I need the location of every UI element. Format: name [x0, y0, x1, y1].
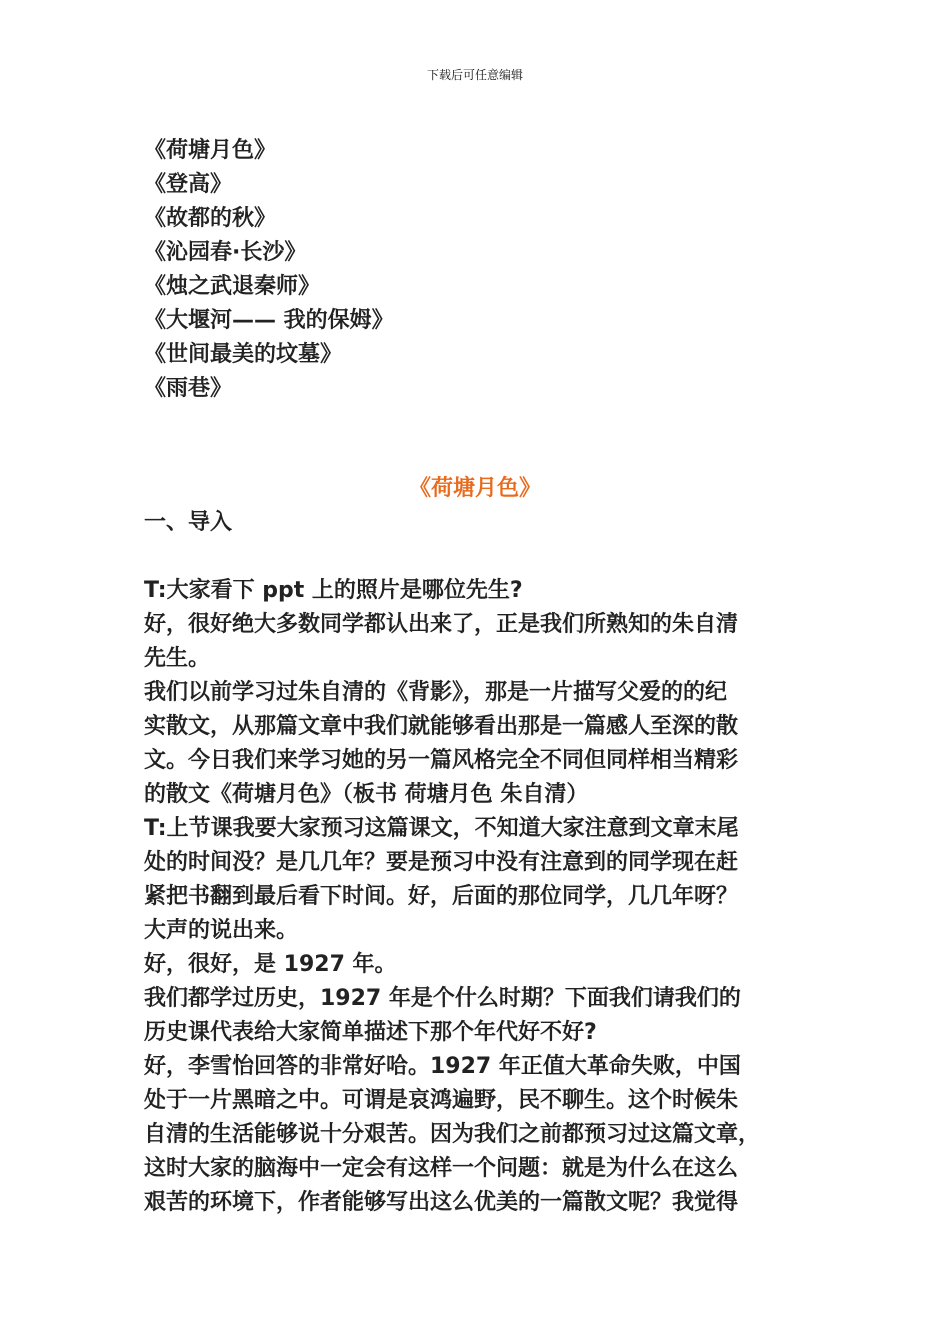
body-line: 好，李雪怡回答的非常好哈。1927 年正值大革命失败，中国 — [144, 1054, 741, 1079]
toc-item: 《登高》 — [144, 172, 233, 197]
body-line: 大声的说出来。 — [144, 918, 299, 943]
body-line: 实散文，从那篇文章中我们就能够看出那是一篇感人至深的散 — [144, 714, 739, 739]
toc-item: 《故都的秋》 — [144, 206, 277, 231]
toc-item: 《大堰河—— 我的保姆》 — [144, 308, 394, 333]
body-line: T:上节课我要大家预习这篇课文，不知道大家注意到文章末尾 — [144, 816, 739, 841]
toc-item: 《烛之武退秦师》 — [144, 274, 321, 299]
section-subheading: 一、导入 — [144, 510, 233, 535]
section-title: 《荷塘月色》 — [408, 476, 541, 501]
toc-item: 《沁园春·长沙》 — [144, 240, 307, 265]
body-text — [144, 574, 810, 1220]
body-line: 处的时间没？是几几年？要是预习中没有注意到的同学现在赶 — [144, 850, 739, 875]
toc-item: 《世间最美的坟墓》 — [144, 342, 343, 367]
body-line: 处于一片黑暗之中。可谓是哀鸿遍野，民不聊生。这个时候朱 — [144, 1088, 739, 1113]
body-line: 的散文《荷塘月色》（板书 荷塘月色 朱自清） — [144, 782, 589, 807]
toc-item: 《荷塘月色》 — [144, 138, 277, 163]
body-line: 好，很好，是 1927 年。 — [144, 952, 397, 977]
body-line: 这时大家的脑海中一定会有这样一个问题：就是为什么在这么 — [144, 1156, 739, 1181]
body-line: 我们以前学习过朱自清的《背影》，那是一片描写父爱的的纪 — [144, 680, 728, 705]
page-header-note: 下载后可任意编辑 — [426, 68, 523, 82]
body-line: 先生。 — [144, 646, 211, 671]
body-line: 历史课代表给大家简单描述下那个年代好不好? — [144, 1020, 597, 1045]
toc-item: 《雨巷》 — [144, 376, 233, 401]
table-of-contents — [144, 134, 394, 406]
body-line: 自清的生活能够说十分艰苦。因为我们之前都预习过这篇文章， — [144, 1122, 761, 1147]
body-line: 紧把书翻到最后看下时间。好，后面的那位同学，几几年呀？ — [144, 884, 739, 909]
body-line: 好，很好绝大多数同学都认出来了，正是我们所熟知的朱自清 — [144, 612, 739, 637]
body-line: T:大家看下 ppt 上的照片是哪位先生? — [144, 578, 523, 603]
body-line: 我们都学过历史，1927 年是个什么时期？下面我们请我们的 — [144, 986, 741, 1011]
body-line: 文。今日我们来学习她的另一篇风格完全不同但同样相当精彩 — [144, 748, 739, 773]
body-line: 艰苦的环境下，作者能够写出这么优美的一篇散文呢？我觉得 — [144, 1190, 739, 1215]
